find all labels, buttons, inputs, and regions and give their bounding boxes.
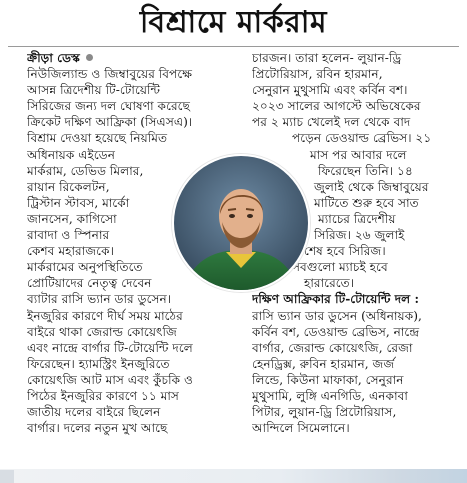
right-line: সবগুলো ম্যাচই হবে bbox=[292, 260, 388, 275]
squad-heading: দক্ষিণ আফ্রিকার টি-টোয়েন্টি দল : bbox=[252, 292, 420, 307]
left-line: মার্করামের অনুপস্থিতিতে bbox=[27, 260, 143, 275]
left-line: রায়ান রিকেলটন, bbox=[27, 179, 110, 194]
left-line: ক্রিকেট দক্ষিণ আফ্রিকা (সিএসএ)। bbox=[27, 115, 193, 130]
left-line: আসন্ন ত্রিদেশীয় টি-টোয়েন্টি bbox=[27, 83, 161, 98]
left-line: প্রোটিয়াদের নেতৃত্ব দেবেন bbox=[27, 276, 152, 291]
right-line: পড়েন ডেওয়াল্ড ব্রেভিস। ২১ bbox=[292, 131, 432, 146]
squad-line: পিটার, লুয়ান-ড্রি প্রিটোরিয়াস, bbox=[252, 405, 397, 420]
left-line: রাবাদা ও স্পিনার bbox=[27, 228, 110, 243]
bottom-image-strip bbox=[0, 469, 467, 483]
right-line: মাস পর আবার দলে bbox=[310, 147, 407, 162]
right-line: শেষ হবে সিরিজ। bbox=[304, 244, 386, 259]
left-line: সিরিজের জন্য দল ঘোষণা করেছে bbox=[27, 99, 190, 114]
left-line: বাইরে থাকা জেরাল্ড কোয়েৎজি bbox=[27, 324, 177, 339]
right-line: ম্যাচের ত্রিদেশীয় bbox=[318, 211, 396, 226]
right-line: ফিরেছেন তিনি। ১৪ bbox=[318, 163, 413, 178]
right-line: প্রিটোরিয়াস, রবিন হারমান, bbox=[252, 67, 383, 82]
left-line: জানসেন, কাগিসো bbox=[27, 211, 117, 226]
squad-line: আন্দিলে সিমেলানে। bbox=[252, 421, 350, 436]
corner-marker bbox=[0, 470, 14, 483]
squad-line: হেনড্রিক্স, রুবিন হারমান, জর্জ bbox=[252, 356, 395, 371]
right-line: ২০২৩ সালের আগস্টে অভিষেকের bbox=[252, 99, 421, 114]
right-line: সেনুরান মুথুসামি এবং কর্বিন বশ। bbox=[252, 83, 408, 98]
right-line: হারারেতে। bbox=[304, 276, 355, 291]
left-line: মার্করাম, ডেভিড মিলার, bbox=[27, 163, 144, 178]
squad-line: লিন্ডে, কিউনা মাফাকা, সেনুরান bbox=[252, 372, 404, 387]
article-headline: বিশ্রামে মার্করাম bbox=[139, 5, 328, 40]
byline-text: ক্রীড়া ডেস্ক bbox=[27, 51, 80, 65]
squad-line: রাসি ভ্যান ডার ডুসেন (অধিনায়ক), bbox=[252, 308, 422, 323]
left-line: ইনজুরির কারণে দীর্ঘ সময় মাঠের bbox=[27, 308, 183, 323]
left-line: নিউজিল্যান্ড ও জিম্বাবুয়ের বিপক্ষে bbox=[27, 67, 193, 82]
player-portrait-photo bbox=[172, 154, 310, 292]
right-line: মাটিতে শুরু হবে সাত bbox=[314, 195, 419, 210]
left-line: বিশ্রাম দেওয়া হয়েছে নিয়মিত bbox=[27, 131, 168, 146]
squad-line: কর্বিন বশ, ডেওয়াল্ড ব্রেভিস, নান্দ্রে bbox=[252, 324, 420, 339]
left-line: জাতীয় দলের বাইরে ছিলেন bbox=[27, 405, 161, 420]
left-line: ফিরেছেন। হ্যামস্ট্রিং ইনজুরিতে bbox=[27, 356, 170, 371]
left-line: কোয়েৎজি আট মাস এবং কুঁচকি ও bbox=[27, 372, 193, 387]
right-line: চারজন। তারা হলেন- লুয়ান-ড্রি bbox=[252, 51, 402, 65]
right-line: পর ২ ম্যাচ খেলেই দল থেকে বাদ bbox=[252, 115, 411, 130]
left-line: কেশব মহারাজকে। bbox=[27, 244, 114, 259]
left-line: এবং নান্দ্রে বার্গার টি-টোয়েন্টি দলে bbox=[27, 340, 193, 355]
right-line: জুলাই থেকে জিম্বাবুয়ের bbox=[314, 179, 429, 194]
byline-bullet-icon bbox=[86, 54, 93, 61]
left-line: অধিনায়ক এইডেন bbox=[27, 147, 116, 162]
squad-line: বার্গার, জেরাল্ড কোয়েৎজি, রেজা bbox=[252, 340, 413, 355]
left-line: বার্গার। দলের নতুন মুখ আছে bbox=[27, 421, 168, 436]
left-line: ব্যাটার রাসি ভ্যান ডার ডুসেন। bbox=[27, 292, 172, 307]
left-line: ট্রিস্টান স্টাবস, মার্কো bbox=[27, 195, 130, 210]
left-line: পিঠের ইনজুরির কারণে ১১ মাস bbox=[27, 388, 179, 403]
byline bbox=[27, 50, 257, 66]
player-portrait-illustration bbox=[174, 156, 308, 290]
headline-divider bbox=[8, 46, 459, 47]
right-line: সিরিজ। ২৬ জুলাই bbox=[314, 228, 405, 243]
squad-line: মুথুসামি, লুঙ্গি এনগিডি, এনকাবা bbox=[252, 388, 408, 403]
